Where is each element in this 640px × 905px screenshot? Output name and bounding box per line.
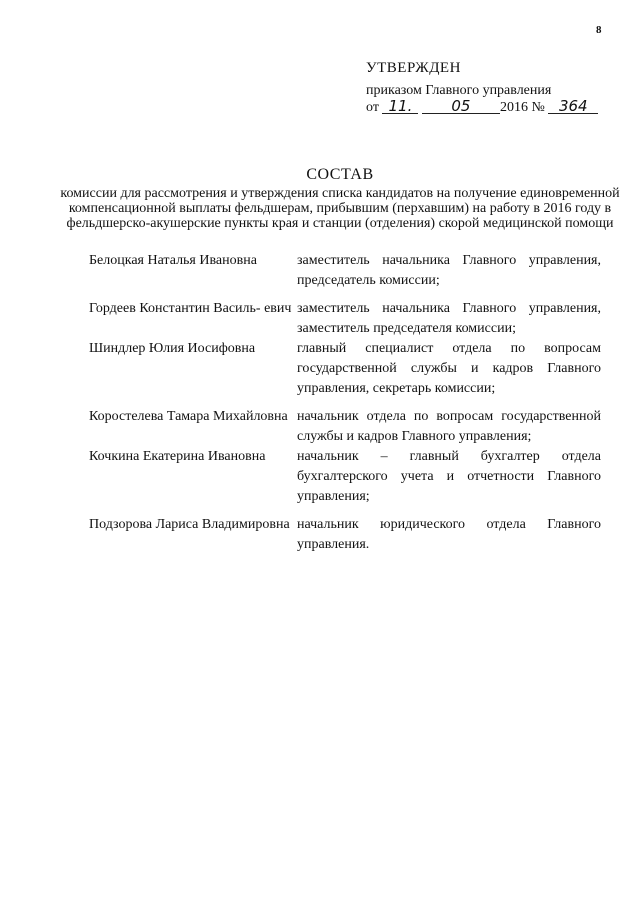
date-day: 11. — [382, 99, 418, 114]
date-year: 2016 — [499, 100, 528, 115]
member-row — [89, 299, 601, 339]
member-role: заместитель начальника Главного управления, председатель комиссии; — [297, 253, 601, 288]
member-name: Шиндлер Юлия Иосифовна — [89, 341, 256, 356]
member-role: начальник – главный бухгалтер отдела бухгалтерского учета и отчетности Главного управления; — [297, 449, 601, 504]
approval-order-line: приказом Главного управления — [366, 83, 552, 98]
member-name: Белоцкая Наталья Ивановна — [89, 253, 257, 268]
approval-block — [366, 60, 616, 116]
member-row — [89, 447, 601, 507]
member-role: заместитель начальника Главного управления, заместитель председателя комиссии; — [297, 301, 601, 336]
member-role: начальник юридического отдела Главного управления. — [297, 517, 601, 552]
heading-title: СОСТАВ — [306, 166, 374, 183]
order-number: 364 — [548, 99, 598, 114]
approval-date-line — [366, 99, 616, 116]
heading-subtitle: комиссии для рассмотрения и утверждения списка кандидатов на получение единовременной компенсационной выплаты фельдшерам, прибывшим (перхавшим) на работу в 2016 году в фельдшерско-акушерские пункты края и станции (отделения) скорой медицинской помощи — [60, 186, 620, 231]
member-row — [89, 407, 601, 447]
date-month: 05 — [422, 99, 500, 114]
members-list — [89, 251, 601, 555]
member-row — [89, 251, 601, 291]
document-heading — [60, 166, 620, 231]
number-prefix: № — [531, 100, 545, 115]
member-row — [89, 339, 601, 399]
page-number: 8 — [596, 24, 602, 36]
member-name: Подзорова Лариса Владимировна — [89, 517, 290, 532]
member-name: Коростелева Тамара Михайловна — [89, 409, 288, 424]
member-name: Гордеев Константин Василь- евич — [89, 301, 292, 316]
approval-title: УТВЕРЖДЕН — [366, 60, 461, 76]
member-name: Кочкина Екатерина Ивановна — [89, 449, 266, 464]
member-role: начальник отдела по вопросам государственной службы и кадров Главного управления; — [297, 409, 601, 444]
date-prefix: от — [366, 100, 379, 115]
member-role: главный специалист отдела по вопросам государственной службы и кадров Главного управления, секретарь комиссии; — [297, 341, 601, 396]
member-row — [89, 515, 601, 555]
